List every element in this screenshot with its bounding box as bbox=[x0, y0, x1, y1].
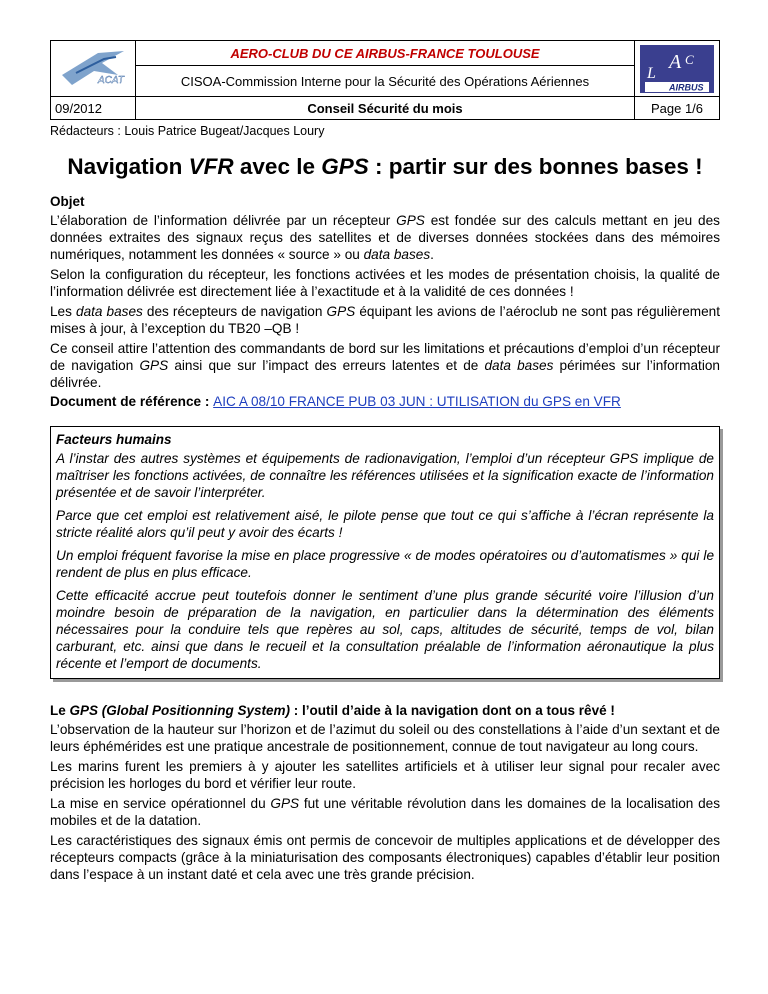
doc-type: Conseil Sécurité du mois bbox=[136, 97, 635, 120]
facteurs-humains-box bbox=[50, 426, 720, 679]
objet-paragraph-4: Ce conseil attire l’attention des commandants de bord sur les limitations et précautions d’emploi d’un récepteur de navigation GPS ainsi que sur l’impact des erreurs latentes et de data bases périmées sur l’information délivrée. bbox=[50, 341, 720, 390]
svg-text:C: C bbox=[685, 51, 694, 67]
facteurs-heading: Facteurs humains bbox=[56, 432, 172, 447]
authors: Rédacteurs : Louis Patrice Bugeat/Jacques Loury bbox=[50, 124, 325, 138]
acat-logo-cell bbox=[51, 41, 136, 97]
gps-paragraph-2: Les marins furent les premiers à y ajouter les satellites artificiels et à utiliser leur signal pour recaler avec précision les horloges du bord et vérifier leur route. bbox=[50, 759, 720, 791]
gps-paragraph-1: L’observation de la hauteur sur l’horizon et de l’azimut du soleil ou des constellations à l’aide d’un sextant et de leurs éphémérides est une pratique ancestrale de positionnement, connue de tout navigateur au long cours. bbox=[50, 722, 720, 754]
header-table bbox=[50, 40, 720, 120]
svg-text:AIRBUS: AIRBUS bbox=[669, 82, 704, 92]
objet-paragraph-2: Selon la configuration du récepteur, les fonctions activées et les modes de présentation choisis, la qualité de l’information délivrée est directement liée à l’exactitude et à la validité de ces données ! bbox=[50, 267, 720, 299]
facteurs-paragraph-3: Un emploi fréquent favorise la mise en place progressive « de modes opératoires ou d’automatismes » qui le rendent de plus en plus efficace. bbox=[56, 548, 714, 580]
gps-paragraph-4: Les caractéristiques des signaux émis ont permis de concevoir de multiples applications et de développer des récepteurs compacts (grâce à la miniaturisation des composants électroniques) capables d’établir leur position dans l’espace à un instant daté et cela avec une très grande précision. bbox=[50, 833, 720, 882]
facteurs-paragraph-1: A l’instar des autres systèmes et équipements de radionavigation, l’emploi d’un récepteur GPS implique de maîtriser les fonctions activées, de connaître les références utilisées et la signification exacte de l’information présentée et de savoir l’interpréter. bbox=[56, 451, 714, 500]
reference-link[interactable]: AIC A 08/10 FRANCE PUB 03 JUN : UTILISATION du GPS en VFR bbox=[213, 394, 621, 409]
svg-text:L: L bbox=[647, 64, 656, 82]
objet-heading: Objet bbox=[50, 194, 85, 209]
acat-logo-icon bbox=[58, 45, 128, 93]
facteurs-paragraph-4: Cette efficacité accrue peut toutefois donner le sentiment d’une plus grande sécurité voire l’illusion d’un moindre besoin de préparation de la navigation, en particulier dans la détermination des éléments nécessaires pour la conduire tels que repères au sol, caps, altitudes de sécurité, temps de vol, bilan carburant, etc. ainsi que dans le recueil et la consultation préalable de l’information aéronautique la plus récente et l’emport de documents. bbox=[56, 588, 714, 671]
facteurs-paragraph-2: Parce que cet emploi est relativement aisé, le pilote pense que tout ce qui s’affiche à l’écran représente la stricte réalité alors qu’il peut y avoir des écarts ! bbox=[56, 508, 714, 540]
page-title: Navigation VFR avec le GPS : partir sur des bonnes bases ! bbox=[67, 154, 703, 179]
objet-paragraph-3: Les data bases des récepteurs de navigation GPS équipant les avions de l’aéroclub ne sont pas régulièrement mises à jour, à l’exception du TB20 –QB ! bbox=[50, 304, 720, 336]
aca-airbus-logo-cell bbox=[635, 41, 720, 97]
issue-date: 09/2012 bbox=[51, 97, 136, 120]
page-number: Page 1/6 bbox=[635, 97, 720, 120]
reference-line bbox=[50, 394, 720, 409]
svg-text:ACAT: ACAT bbox=[98, 74, 124, 86]
club-title: AERO-CLUB DU CE AIRBUS-FRANCE TOULOUSE bbox=[136, 41, 635, 66]
commission-title: CISOA-Commission Interne pour la Sécurité des Opérations Aériennes bbox=[136, 66, 635, 97]
gps-paragraph-3: La mise en service opérationnel du GPS fut une véritable révolution dans les domaines de la localisation des mobiles et de la datation. bbox=[50, 796, 720, 828]
objet-paragraph-1: L’élaboration de l’information délivrée par un récepteur GPS est fondée sur des calculs mettant en jeu des données extraites des signaux reçus des satellites et de diverses données stockées dans des mémoires numériques, notamment les données « source » ou data bases. bbox=[50, 213, 720, 262]
aca-airbus-logo-icon bbox=[639, 44, 715, 94]
reference-label: Document de référence : bbox=[50, 394, 214, 409]
svg-text:A: A bbox=[669, 50, 682, 73]
gps-heading: Le GPS (Global Positionning System) : l’outil d’aide à la navigation dont on a tous rêvé ! bbox=[50, 703, 615, 718]
document-page bbox=[50, 40, 720, 886]
